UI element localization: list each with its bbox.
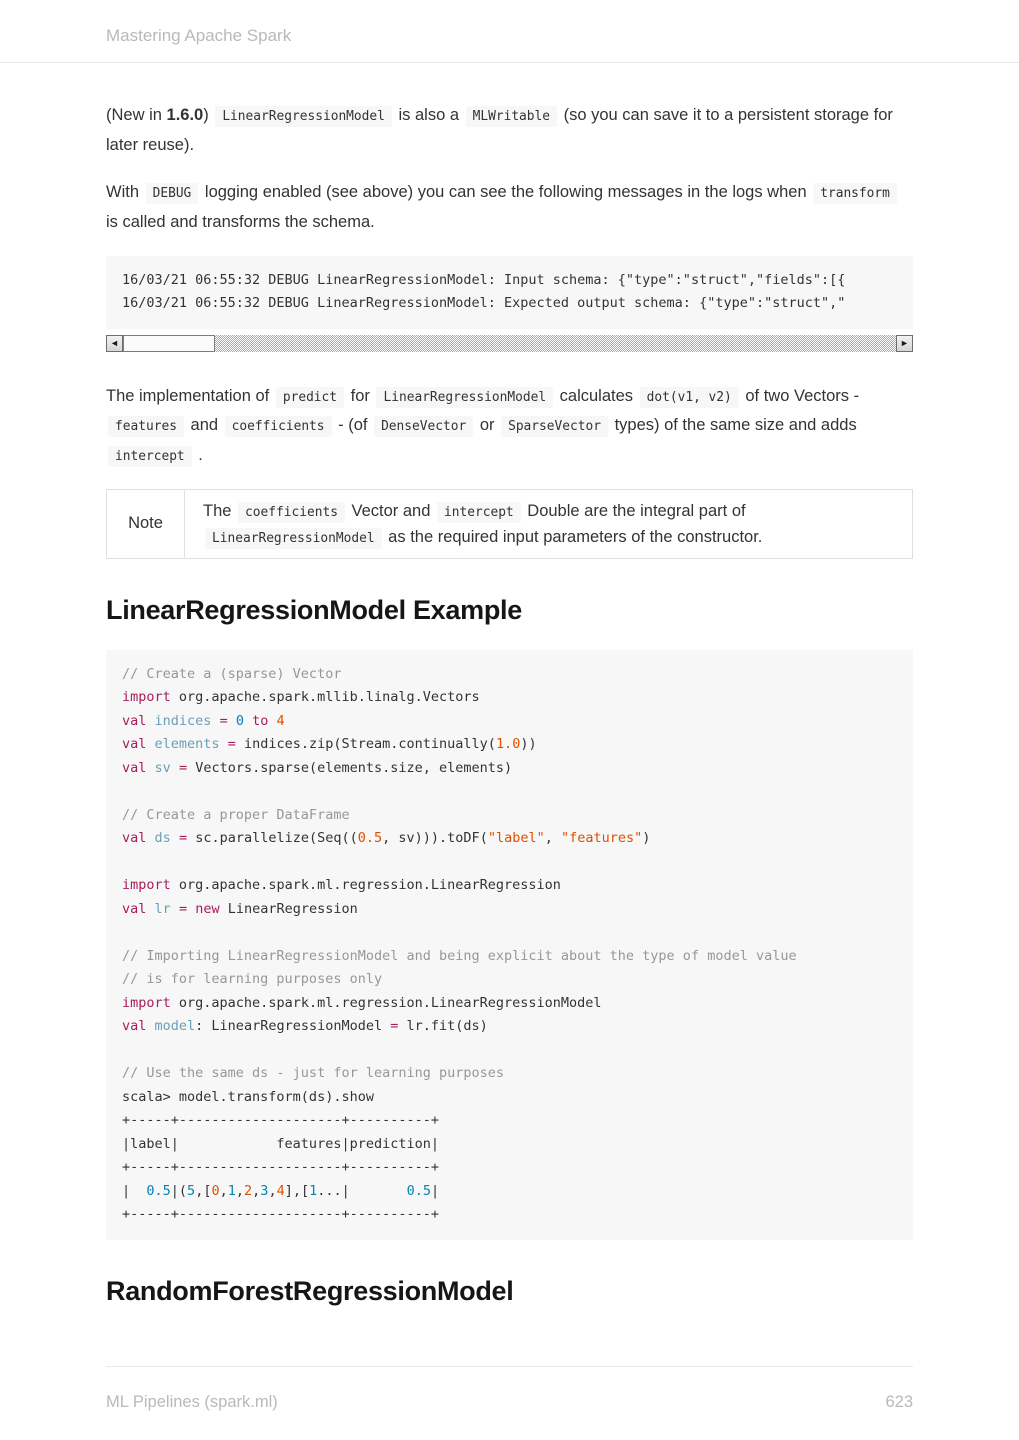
- book-title: Mastering Apache Spark: [106, 26, 292, 45]
- inline-code: DenseVector: [374, 416, 473, 437]
- inline-code: intercept: [108, 446, 192, 467]
- code-line: [122, 1039, 897, 1063]
- code-line: +-----+--------------------+----------+: [122, 1112, 439, 1129]
- code-line: | 0.5|(5,[0,1,2,3,4],[1...| 0.5|: [122, 1182, 440, 1199]
- right-arrow-icon: ►: [900, 337, 909, 348]
- note-body: The coefficients Vector and intercept Double are the integral part of LinearRegressionModel as the required input parameters of the constructor.: [185, 490, 912, 558]
- code-line: // Create a (sparse) Vector: [122, 665, 342, 682]
- code-line: val indices = 0 to 4: [122, 712, 285, 729]
- paragraph-new-in: (New in 1.6.0) LinearRegressionModel is also a MLWritable (so you can save it to a persistent storage for later reuse).: [106, 106, 893, 154]
- footer: [0, 1366, 1019, 1440]
- inline-code: LinearRegressionModel: [205, 528, 382, 549]
- code-line: import org.apache.spark.ml.regression.LinearRegressionModel: [122, 994, 602, 1011]
- code-line: +-----+--------------------+----------+: [122, 1159, 439, 1176]
- code-line: val model: LinearRegressionModel = lr.fit(ds): [122, 1018, 488, 1035]
- scrollbar-track[interactable]: [123, 335, 896, 352]
- code-line: import org.apache.spark.ml.regression.LinearRegression: [122, 877, 561, 894]
- inline-code: DEBUG: [146, 183, 199, 204]
- code-line: |label| features|prediction|: [122, 1135, 439, 1152]
- note-box: [106, 489, 913, 559]
- inline-code: SparseVector: [501, 416, 608, 437]
- code-line: [122, 851, 897, 875]
- section-heading-randomforestregressionmodel: RandomForestRegressionModel: [106, 1275, 514, 1306]
- code-line: scala> model.transform(ds).show: [122, 1088, 374, 1105]
- inline-code: MLWritable: [466, 106, 557, 127]
- footer-book-section: ML Pipelines (spark.ml): [106, 1393, 278, 1411]
- section-heading-linearregressionmodel-example: LinearRegressionModel Example: [106, 594, 522, 625]
- footer-page-number: 623: [885, 1393, 913, 1411]
- code-line: val ds = sc.parallelize(Seq((0.5, sv))).toDF("label", "features"): [122, 830, 651, 847]
- code-line: 16/03/21 06:55:32 DEBUG LinearRegressionModel: Input schema: {"type":"struct","fields":[{: [122, 271, 846, 288]
- code-line: [122, 921, 897, 945]
- inline-code: intercept: [437, 502, 521, 523]
- code-line: +-----+--------------------+----------+: [122, 1206, 439, 1223]
- log-code-block: [106, 256, 913, 329]
- example-code-block: [106, 650, 913, 1240]
- inline-code: predict: [276, 387, 344, 408]
- scroll-right-button[interactable]: [896, 335, 913, 352]
- code-line: 16/03/21 06:55:32 DEBUG LinearRegressionModel: Expected output schema: {"type":"struct",": [122, 295, 846, 312]
- inline-code: features: [108, 416, 184, 437]
- code-line: // Importing LinearRegressionModel and being explicit about the type of model value: [122, 947, 797, 964]
- horizontal-scrollbar[interactable]: [106, 335, 913, 352]
- scroll-left-button[interactable]: [106, 335, 123, 352]
- paragraph-debug-logging: With DEBUG logging enabled (see above) you can see the following messages in the logs when transform is called and transforms the schema.: [106, 178, 913, 237]
- code-line: val sv = Vectors.sparse(elements.size, elements): [122, 759, 513, 776]
- main-content: [0, 63, 1019, 1331]
- inline-code: coefficients: [225, 416, 332, 437]
- paragraph-predict-implementation: The implementation of predict for LinearRegressionModel calculates dot(v1, v2) of two Vectors - features and coefficients - (of DenseVector or SparseVector types) of the same size and adds intercept .: [106, 382, 913, 471]
- code-line: // Use the same ds - just for learning purposes: [122, 1065, 505, 1082]
- inline-code: transform: [813, 183, 897, 204]
- inline-code: dot(v1, v2): [640, 387, 739, 408]
- book-header: [0, 0, 1019, 63]
- code-line: val elements = indices.zip(Stream.continually(1.0)): [122, 736, 537, 753]
- code-line: import org.apache.spark.mllib.linalg.Vectors: [122, 689, 480, 706]
- code-line: // Create a proper DataFrame: [122, 806, 350, 823]
- inline-code: LinearRegressionModel: [376, 387, 553, 408]
- left-arrow-icon: ◄: [110, 337, 119, 348]
- inline-code: LinearRegressionModel: [215, 106, 392, 127]
- code-line: // is for learning purposes only: [122, 971, 383, 988]
- code-line: [122, 780, 897, 804]
- log-block-container: [106, 256, 913, 352]
- scrollbar-thumb[interactable]: [123, 335, 215, 352]
- inline-code: coefficients: [238, 502, 345, 523]
- note-label: Note: [107, 490, 185, 558]
- code-line: val lr = new LinearRegression: [122, 900, 358, 917]
